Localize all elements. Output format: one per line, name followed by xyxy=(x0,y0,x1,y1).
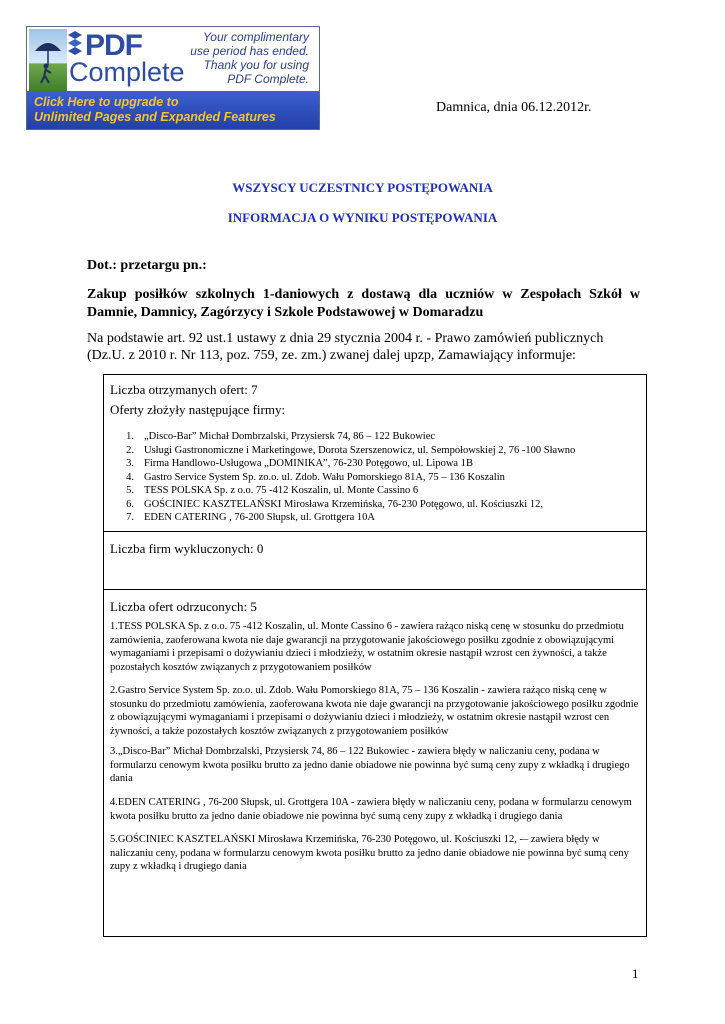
upgrade-link[interactable] xyxy=(27,91,319,129)
excluded-firms-box xyxy=(103,532,647,590)
excluded-firms-count: Liczba firm wykluczonych: 0 xyxy=(110,541,264,556)
list-item: 6. GOŚCINIEC KASZTELAŃSKI Mirosława Krzemińska, 76-230 Potęgowo, ul. Kościuszki 12, xyxy=(126,498,543,510)
upgrade-line-2[interactable]: Unlimited Pages and Expanded Features xyxy=(34,110,276,124)
complimentary-message: Your complimentary use period has ended. Thank you for using PDF Complete. xyxy=(190,30,309,86)
legal-basis-text: Na podstawie art. 92 ust.1 ustawy z dnia 29 stycznia 2004 r. - Prawo zamówień publicznych (Dz.U. z 2010 r. Nr 113, poz. 759, ze. zm.) zwanej dalej upzp, Zamawiający informuje: xyxy=(87,331,604,363)
rejection-item: 3.„Disco-Bar” Michał Dombrzalski, Przysiersk 74, 86 – 122 Bukowiec - zawiera błędy w naliczaniu ceny, podana w formularzu cenowym kwota posiłku brutto za jedno danie obiadowe nie powinna być sumą ceny zupy z wkładką i drugiego dania xyxy=(110,746,630,784)
rejection-item: 4.EDEN CATERING , 76-200 Słupsk, ul. Grottgera 10A - zawiera błędy w naliczaniu ceny, podana w formularzu cenowym kwota posiłku brutto za jedno danie obiadowe nie powinna być sumą ceny zupy z wkładką i drugiego dania xyxy=(110,797,632,822)
offers-by-label: Oferty złożyły następujące firmy: xyxy=(110,402,286,417)
rejection-item: 1.TESS POLSKA Sp. z o.o. 75 -412 Koszalin, ul. Monte Cassino 6 - zawiera rażąco niską cenę w stosunku do przedmiotu zamówienia, zaoferowana kwota nie daje gwarancji na przygotowanie jakościowego posiłku zgodnie z obowiązującymi wymaganiami i przepisami o dożywianiu dzieci i młodzieży, w ostatnim okresie nastąpił wzrost cen żywności, a także pozostałych kosztów związanych z przygotowaniem posiłków xyxy=(110,621,624,673)
heading-participants: WSZYSCY UCZESTNICY POSTĘPOWANIA xyxy=(232,180,493,195)
rejection-item: 5.GOŚCINIEC KASZTELAŃSKI Mirosława Krzemińska, 76-230 Potęgowo, ul. Kościuszki 12, -– zawiera błędy w naliczaniu ceny, podana w formularzu cenowym kwota posiłku brutto za jedno danie obiadowe nie powinna być sumą ceny zupy z wkładką i drugiego dania xyxy=(110,834,629,872)
firms-list xyxy=(112,430,575,525)
list-item: 5. TESS POLSKA Sp. z o.o. 75 -412 Koszalin, ul. Monte Cassino 6 xyxy=(126,485,419,496)
list-item: 7. EDEN CATERING , 76-200 Słupsk, ul. Grottgera 10A xyxy=(126,512,375,523)
heading-result-info: INFORMACJA O WYNIKU POSTĘPOWANIA xyxy=(227,210,498,225)
offers-received-box xyxy=(103,374,647,532)
list-item: 3. Firma Handlowo-Usługowa „DOMINIKA”, 76-230 Potęgowo, ul. Lipowa 1B xyxy=(126,458,473,469)
logo-pdf-text: PDF xyxy=(85,29,142,62)
list-item: 4. Gastro Service System Sp. zo.o. ul. Zdob. Wału Pomorskiego 81A, 75 – 136 Koszalin xyxy=(126,471,505,483)
tender-subject: Zakup posiłków szkolnych 1-daniowych z dostawą dla uczniów w Zespołach Szkół w Damnie, Damnicy, Zagórzycy i Szkole Podstawowej w Domaradzu xyxy=(87,287,640,320)
tender-reference: Dot.: przetargu pn.: xyxy=(87,258,207,273)
upgrade-line-1[interactable]: Click Here to upgrade to xyxy=(34,95,179,109)
list-item: 2. Usługi Gastronomiczne i Marketingowe, Dorota Szerszenowicz, ul. Sempołowskiej 2, 76 -100 Sławno xyxy=(126,444,576,456)
offers-received-count: Liczba otrzymanych ofert: 7 xyxy=(110,382,258,397)
pdf-complete-banner[interactable] xyxy=(26,26,320,130)
list-item: 1. „Disco-Bar” Michał Dombrzalski, Przysiersk 74, 86 – 122 Bukowiec xyxy=(126,431,436,442)
rejection-item: 2.Gastro Service System Sp. zo.o. ul. Zdob. Wału Pomorskiego 81A, 75 – 136 Koszalin - zawiera rażąco niską cenę w stosunku do przedmiotu zamówienia, zaoferowana kwota nie daje gwarancji na przygotowanie jakościowego posiłku zgodnie z obowiązującymi wymaganiami i przepisami o dożywianiu dzieci i młodzieży, w ostatnim okresie nastąpił wzrost cen żywności, a także pozostałych kosztów związanych z przygotowaniem posiłków xyxy=(110,685,639,737)
umbrella-man-icon xyxy=(29,29,67,91)
page-number: 1 xyxy=(632,966,639,981)
rejected-offers-count: Liczba ofert odrzuconych: 5 xyxy=(110,599,257,614)
document-date: Damnica, dnia 06.12.2012r. xyxy=(436,100,592,115)
logo-complete-text: Complete xyxy=(69,57,185,87)
rejected-offers-box xyxy=(103,590,647,937)
